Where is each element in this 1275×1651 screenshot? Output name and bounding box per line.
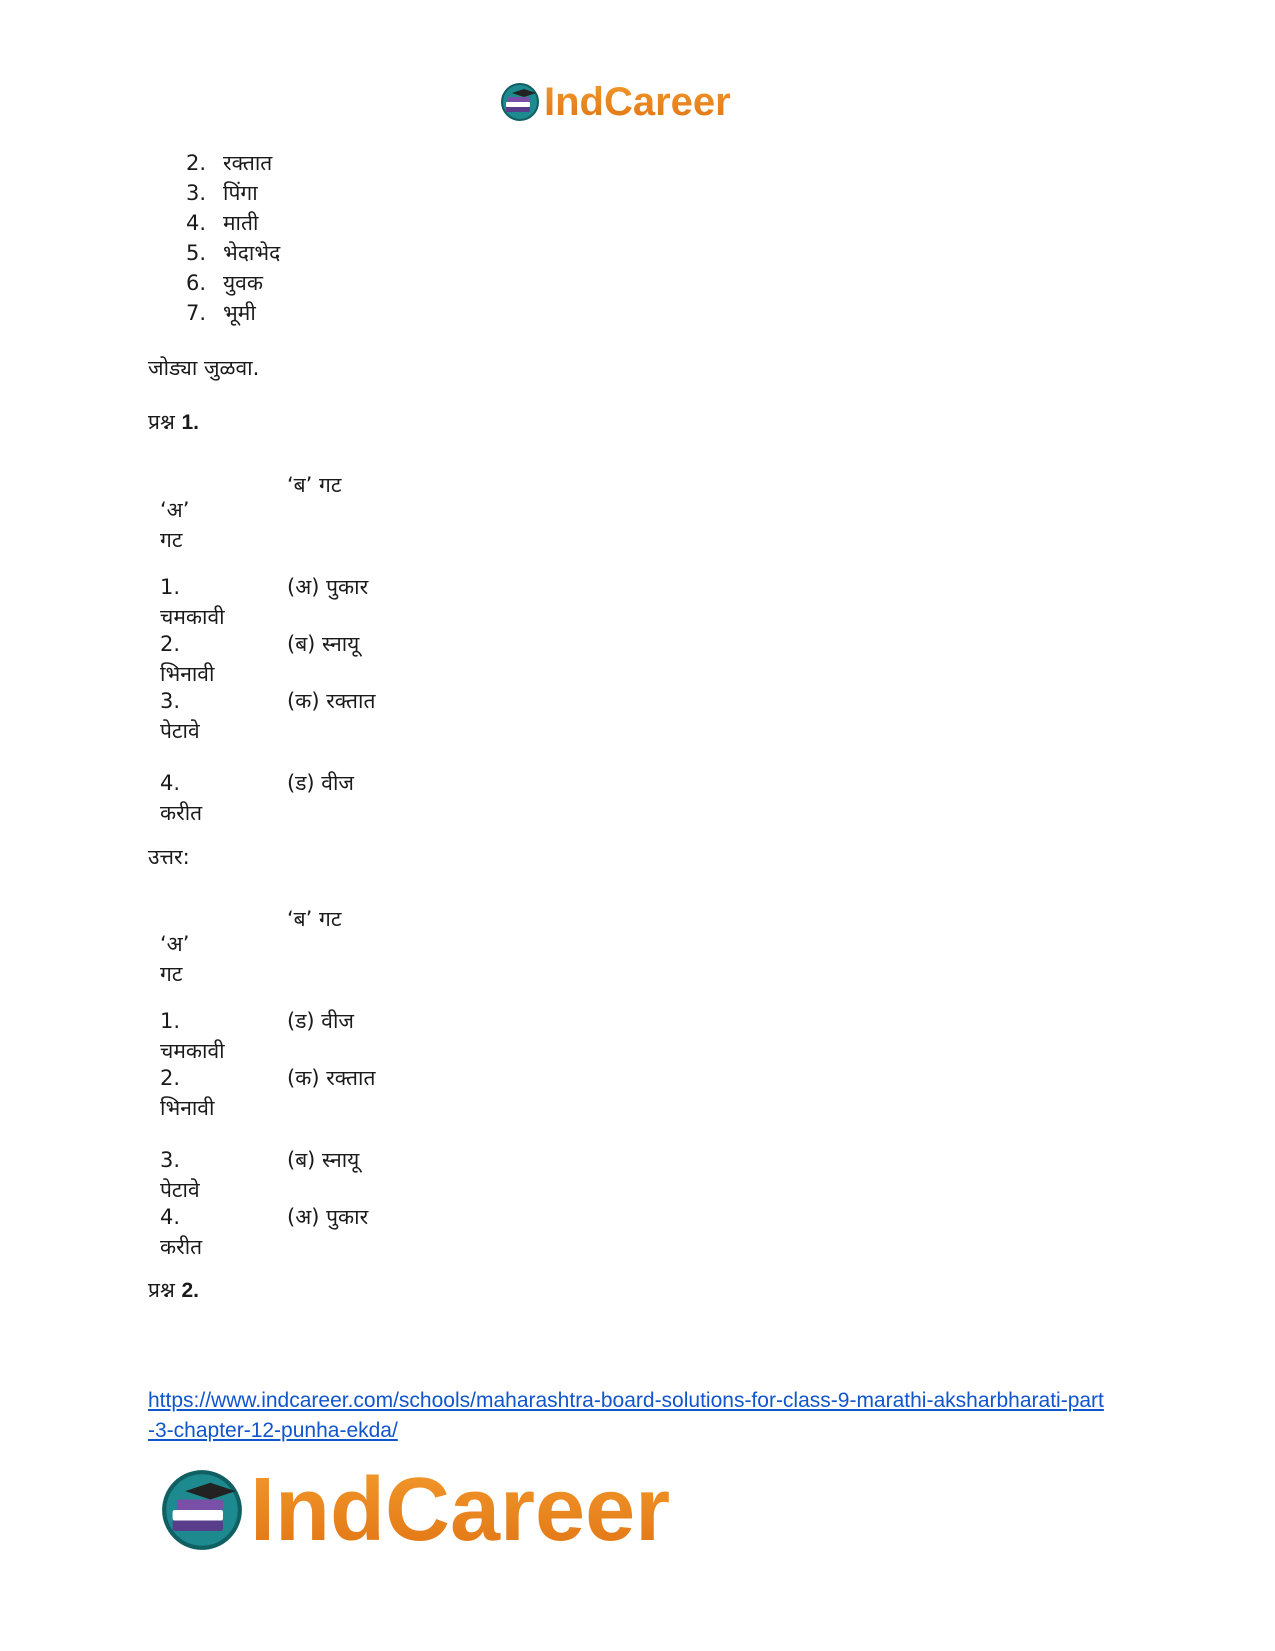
list-number: 5.: [186, 241, 207, 265]
list-item: [186, 148, 280, 178]
question-prefix: प्रश्न: [148, 410, 175, 434]
table-cell-a: 4. करीत: [160, 1205, 203, 1259]
table-cell-a: 2. भिनावी: [160, 632, 215, 686]
source-url-link[interactable]: https://www.indcareer.com/schools/maharashtra-board-solutions-for-class-9-marathi-aksharbharati-part-3-chapter-12-punha-ekda/: [148, 1389, 1104, 1442]
table-cell-a: 2. भिनावी: [160, 1066, 215, 1120]
word-list: [186, 148, 280, 328]
list-number: 6.: [186, 271, 207, 295]
list-number: 3.: [186, 181, 207, 205]
header-b: ‘ब’ गट: [287, 907, 342, 931]
question-1-heading: [148, 408, 199, 437]
list-item: [186, 178, 280, 208]
book-globe-icon: [500, 82, 540, 122]
table-cell-b: (ड) वीज: [287, 1009, 354, 1033]
header-b: ‘ब’ गट: [287, 473, 342, 497]
list-item: [186, 298, 280, 328]
list-word: पिंगा: [223, 181, 258, 205]
answer-label: उत्तर:: [148, 845, 190, 869]
table-cell-b: (क) रक्तात: [287, 689, 376, 713]
header-logo: [500, 78, 731, 126]
list-item: [186, 268, 280, 298]
instruction-text: जोड्या जुळवा.: [148, 356, 260, 380]
question-prefix: प्रश्न: [148, 1278, 175, 1302]
table-cell-b: (ड) वीज: [287, 771, 354, 795]
header-a: ‘अ’ गट: [160, 932, 190, 986]
question-2-heading: [148, 1276, 199, 1305]
table-cell-a: 3. पेटावे: [160, 1148, 200, 1202]
list-item: [186, 238, 280, 268]
list-word: युवक: [223, 271, 263, 295]
table-cell-b: (अ) पुकार: [287, 575, 369, 599]
header-a: ‘अ’ गट: [160, 498, 190, 552]
table-cell-b: (ब) स्नायू: [287, 1148, 360, 1172]
table-cell-a: 1. चमकावी: [160, 575, 225, 629]
list-word: रक्तात: [223, 151, 273, 175]
brand-name: IndCareer: [250, 1460, 671, 1560]
table-cell-b: (अ) पुकार: [287, 1205, 369, 1229]
list-word: भूमी: [223, 301, 256, 325]
table-cell-a: 3. पेटावे: [160, 689, 200, 743]
table-cell-a: 4. करीत: [160, 771, 203, 825]
list-number: 7.: [186, 301, 207, 325]
footer-logo: [160, 1460, 670, 1560]
table-cell-b: (ब) स्नायू: [287, 632, 360, 656]
list-number: 2.: [186, 151, 207, 175]
brand-name: IndCareer: [544, 80, 731, 124]
list-word: भेदाभेद: [223, 241, 281, 265]
question-number: 2.: [181, 1279, 199, 1302]
list-item: [186, 208, 280, 238]
list-word: माती: [223, 211, 259, 235]
table-cell-a: 1. चमकावी: [160, 1009, 225, 1063]
question-number: 1.: [181, 411, 199, 434]
list-number: 4.: [186, 211, 207, 235]
book-globe-icon: [160, 1468, 244, 1552]
table-cell-b: (क) रक्तात: [287, 1066, 376, 1090]
